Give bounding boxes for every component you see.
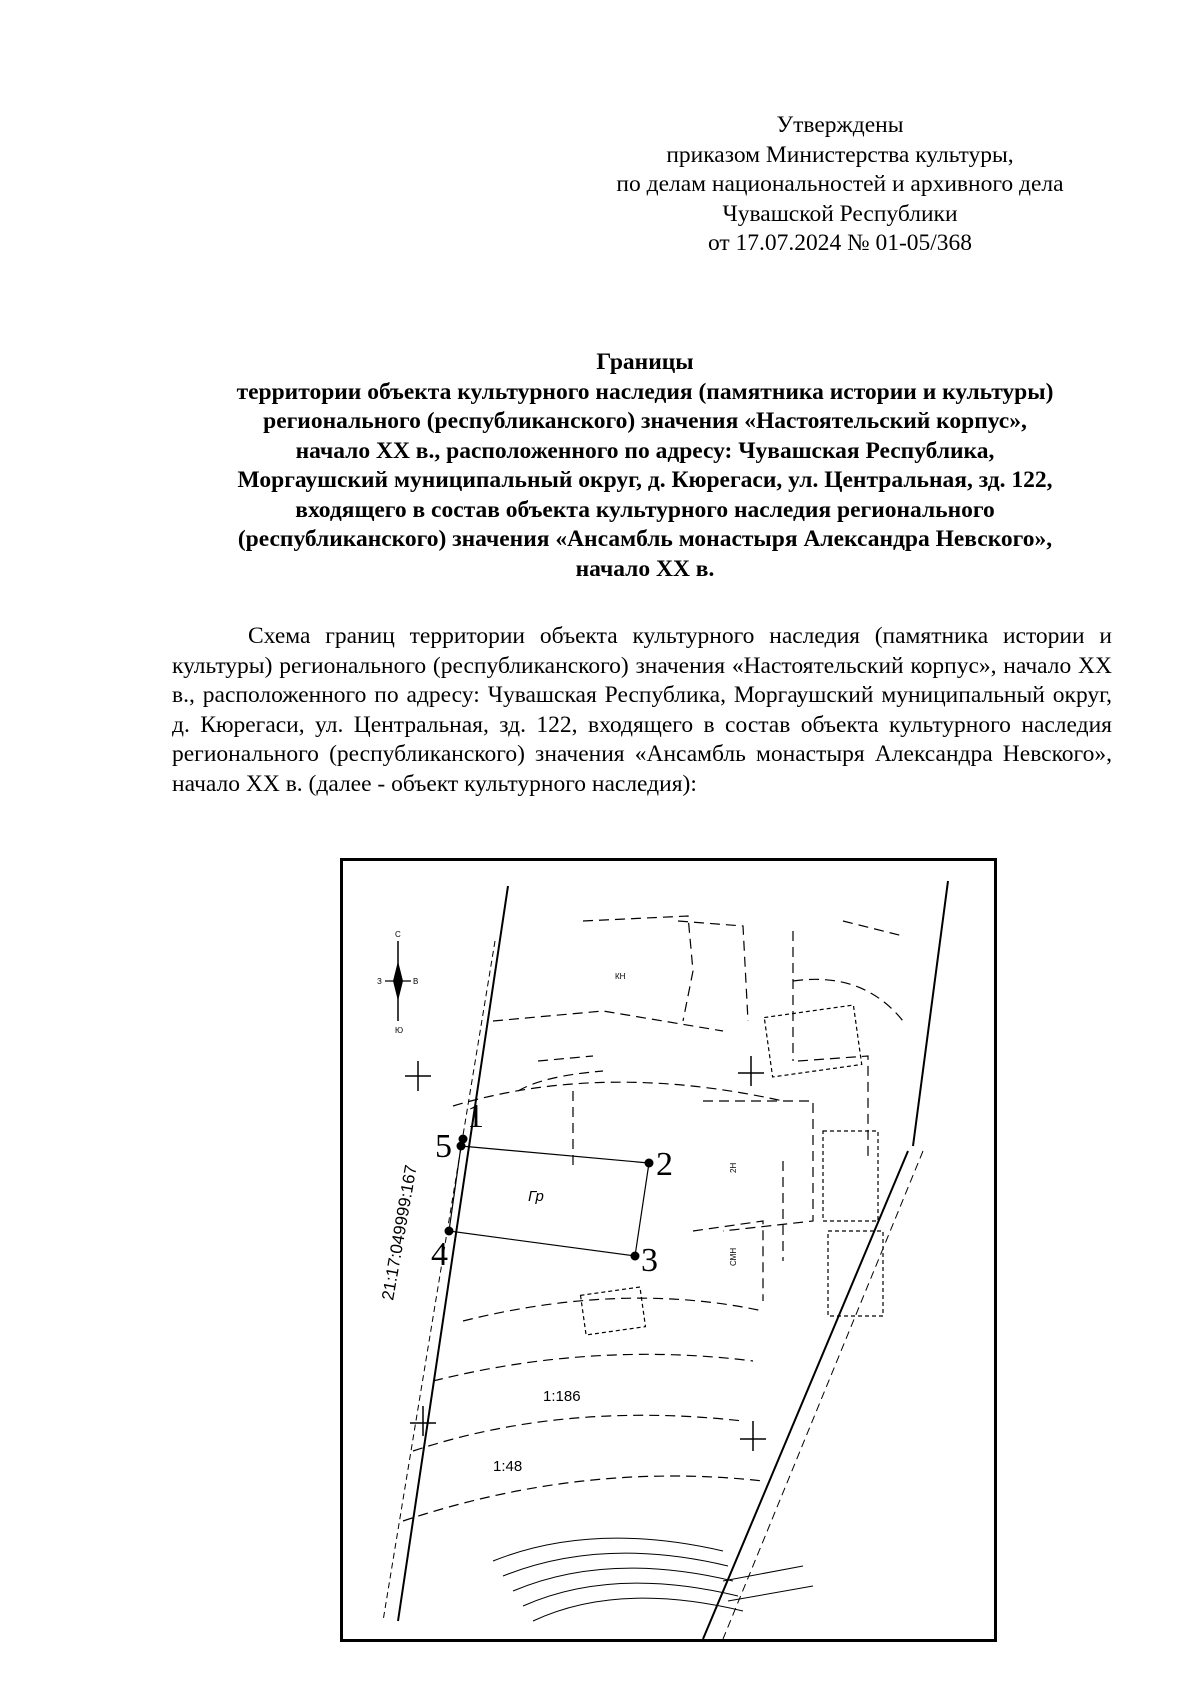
hatch-line xyxy=(503,1553,728,1576)
approval-line: Утверждены xyxy=(776,112,904,138)
cadastral-line xyxy=(583,916,693,1021)
approval-line: от 17.07.2024 № 01-05/368 xyxy=(707,230,973,256)
approval-block xyxy=(560,111,1120,259)
map-roads xyxy=(383,881,948,1639)
east-building-1 xyxy=(823,1131,878,1221)
hatch-line xyxy=(723,1566,803,1581)
cadastral-line xyxy=(538,1056,593,1061)
scheme-map xyxy=(343,861,994,1639)
building-east2-label: СМН xyxy=(729,1247,738,1266)
small-building xyxy=(581,1287,646,1335)
east-road-south xyxy=(703,1151,908,1639)
survey-cross-icon xyxy=(410,1406,436,1436)
slope-hatching xyxy=(493,1538,813,1621)
title-line: начало XX в. xyxy=(575,555,715,582)
west-road-line xyxy=(398,886,508,1621)
building-east1-label: 2Н xyxy=(729,1162,738,1173)
cadastral-lines xyxy=(403,916,903,1521)
cadastral-line xyxy=(433,1354,753,1381)
title-line: Моргаушский муниципальный округ, д. Кюрегаси, ул. Центральная, зд. 122, xyxy=(237,467,1053,493)
point-label-5: 5 xyxy=(435,1128,452,1165)
hatch-line xyxy=(523,1583,738,1606)
point-label-2: 2 xyxy=(656,1146,673,1183)
cadastral-line xyxy=(678,921,748,1021)
title-line: (республиканского) значения «Ансамбль монастыря Александра Невского», xyxy=(237,526,1053,552)
cadastral-line xyxy=(403,1476,763,1521)
title-line: начало XX в., расположенного по адресу: Чувашская Республика, xyxy=(295,437,995,464)
cadastral-line xyxy=(703,1101,813,1231)
east-road-north xyxy=(913,881,948,1146)
compass-south: Ю xyxy=(395,1026,404,1035)
title-line: Границы xyxy=(596,349,694,375)
boundary-point-4 xyxy=(445,1227,454,1236)
cadastral-line xyxy=(843,921,903,936)
cadastral-line xyxy=(413,1415,743,1451)
territory-boundary xyxy=(445,1135,654,1261)
document-title xyxy=(150,348,1140,584)
boundary-scheme xyxy=(340,858,997,1642)
title-line: территории объекта культурного наследия (памятника истории и культуры) xyxy=(236,378,1054,405)
cadastral-line xyxy=(463,1298,763,1321)
compass-west: З xyxy=(377,977,382,986)
building-north-label: КН xyxy=(615,972,626,981)
cadastral-number-label: 21:17:049999:167 xyxy=(378,1163,421,1302)
compass-icon xyxy=(377,930,418,1035)
approval-line: по делам национальностей и архивного дела xyxy=(616,171,1064,197)
boundary-point-5 xyxy=(459,1135,468,1144)
survey-cross-icon xyxy=(738,1056,764,1086)
cadastral-line xyxy=(493,1011,723,1031)
survey-cross-icon xyxy=(740,1421,766,1451)
approval-line: Чувашской Республики xyxy=(722,200,958,227)
survey-markers xyxy=(405,1056,766,1451)
cadastral-line xyxy=(453,1082,783,1106)
hatch-line xyxy=(728,1586,813,1601)
point-label-1: 1 xyxy=(467,1098,484,1135)
compass-east: В xyxy=(413,977,419,986)
east-road-edge xyxy=(723,1151,923,1639)
compass-north: С xyxy=(395,930,401,939)
boundary-point-2 xyxy=(645,1159,654,1168)
height-mark-1: 1:186 xyxy=(543,1388,581,1405)
title-line: входящего в состав объекта культурного наследия регионального xyxy=(295,496,995,523)
hatch-line xyxy=(493,1538,723,1561)
building-main-label: Гр xyxy=(528,1188,544,1205)
hatch-line xyxy=(513,1568,733,1591)
point-label-3: 3 xyxy=(641,1242,658,1279)
body-paragraph: Схема границ территории объекта культурного наследия (памятника истории и культуры) регионального (республиканского) значения «Настоятельский корпус», начало XX в., расположенного по адресу: Чувашская Республика, Моргаушский муниципальный округ, д. Кюрегаси, ул. Центральная, зд. 122, входящего в состав объекта культурного наследия регионального (республиканского) значения «Ансамбль монастыря Александра Невского», начало XX в. (далее - объект культурного наследия): xyxy=(172,623,1112,797)
point-label-4: 4 xyxy=(431,1236,448,1273)
height-mark-2: 1:48 xyxy=(493,1458,523,1475)
northeast-building xyxy=(764,1005,861,1077)
survey-cross-icon xyxy=(405,1061,431,1091)
approval-line: приказом Министерства культуры, xyxy=(666,141,1014,168)
boundary-polygon xyxy=(449,1146,649,1256)
title-line: регионального (республиканского) значения «Настоятельский корпус», xyxy=(263,408,1027,434)
cadastral-line xyxy=(518,1071,603,1091)
cadastral-line xyxy=(793,979,903,1021)
boundary-point-3 xyxy=(631,1252,640,1261)
cadastral-line xyxy=(693,1221,763,1301)
